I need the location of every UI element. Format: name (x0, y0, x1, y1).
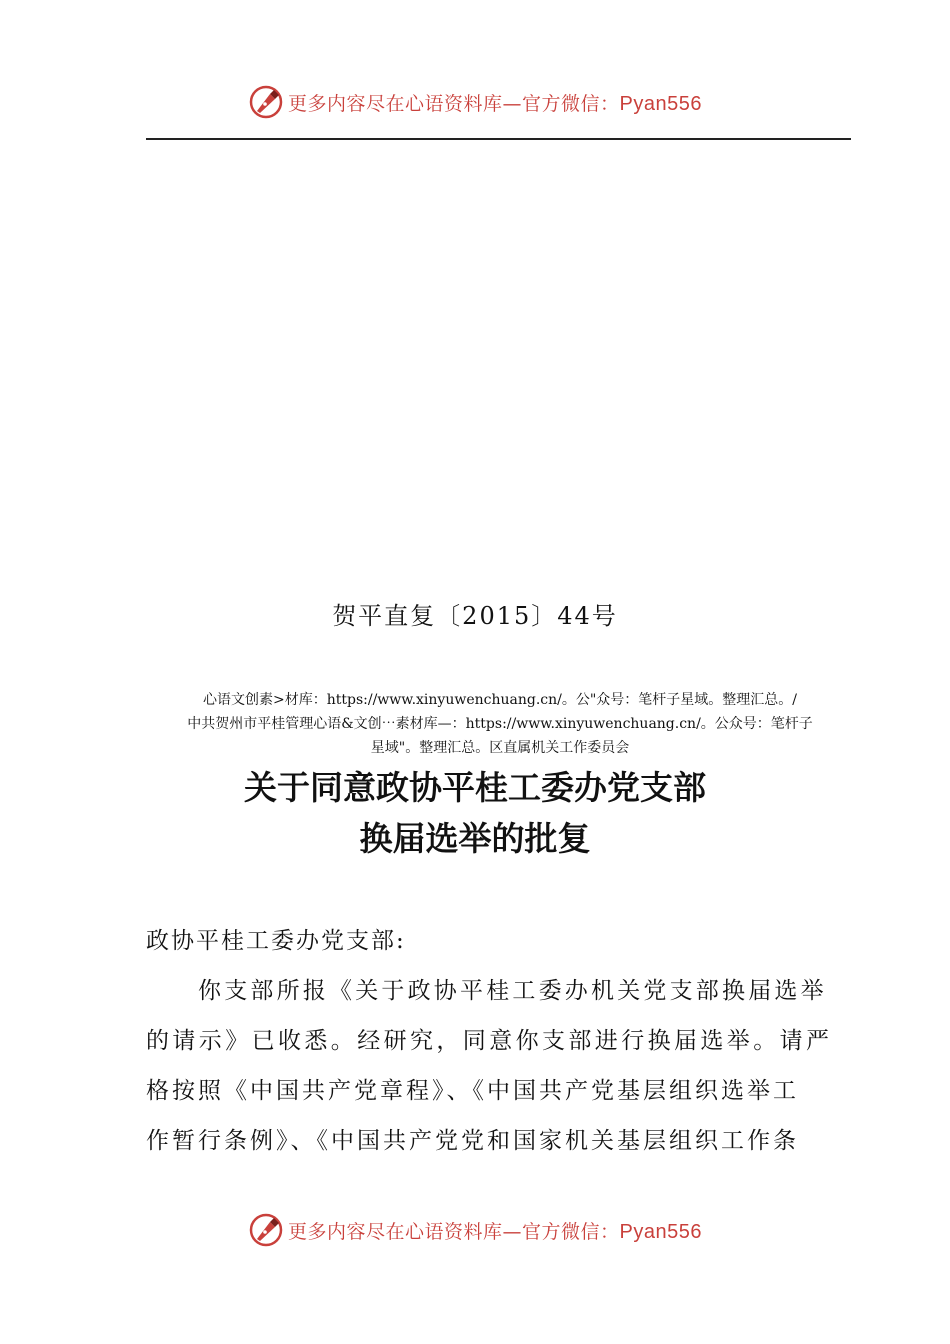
body-line: 格按照《中国共产党章程》、《中国共产党基层组织选举工 (146, 1078, 799, 1104)
issuer-line: 星域"。整理汇总。区直属机关工作委员会 (370, 740, 630, 756)
salutation: 政协平桂工委办党支部: (146, 928, 406, 954)
header-rule (146, 138, 851, 140)
document-title-line-1: 关于同意政协平桂工委办党支部 (244, 768, 706, 807)
document-title-line-2: 换届选举的批复 (359, 819, 591, 858)
pen-nib-logo-icon (248, 84, 284, 120)
body-line: 你支部所报《关于政协平桂工委办机关党支部换届选举 (198, 978, 827, 1004)
issuer-line: 心语文创素>材库：https://www.xinyuwenchuang.cn/。公"众号：笔杆子星域。整理汇总。/ (202, 692, 797, 708)
header-banner-text: 更多内容尽在心语资料库—官方微信： (288, 92, 620, 115)
pen-nib-logo-icon (248, 1212, 284, 1248)
document-number: 贺平直复〔2015〕44号 (332, 602, 618, 630)
footer-banner (0, 1210, 950, 1250)
header-banner (0, 82, 950, 122)
issuer-line: 中共贺州市平桂管理心语&文创⋯素材库—：https://www.xinyuwenchuang.cn/。公众号：笔杆子 (187, 716, 813, 732)
body-line: 作暂行条例》、《中国共产党党和国家机关基层组织工作条 (146, 1128, 799, 1154)
body-line: 的请示》已收悉。经研究，同意你支部进行换届选举。请严 (146, 1028, 833, 1054)
footer-banner-text: 更多内容尽在心语资料库—官方微信： (288, 1220, 620, 1243)
footer-banner-handle: Pyan556 (619, 1220, 702, 1243)
header-banner-handle: Pyan556 (619, 92, 702, 115)
issuer-block (150, 688, 850, 760)
